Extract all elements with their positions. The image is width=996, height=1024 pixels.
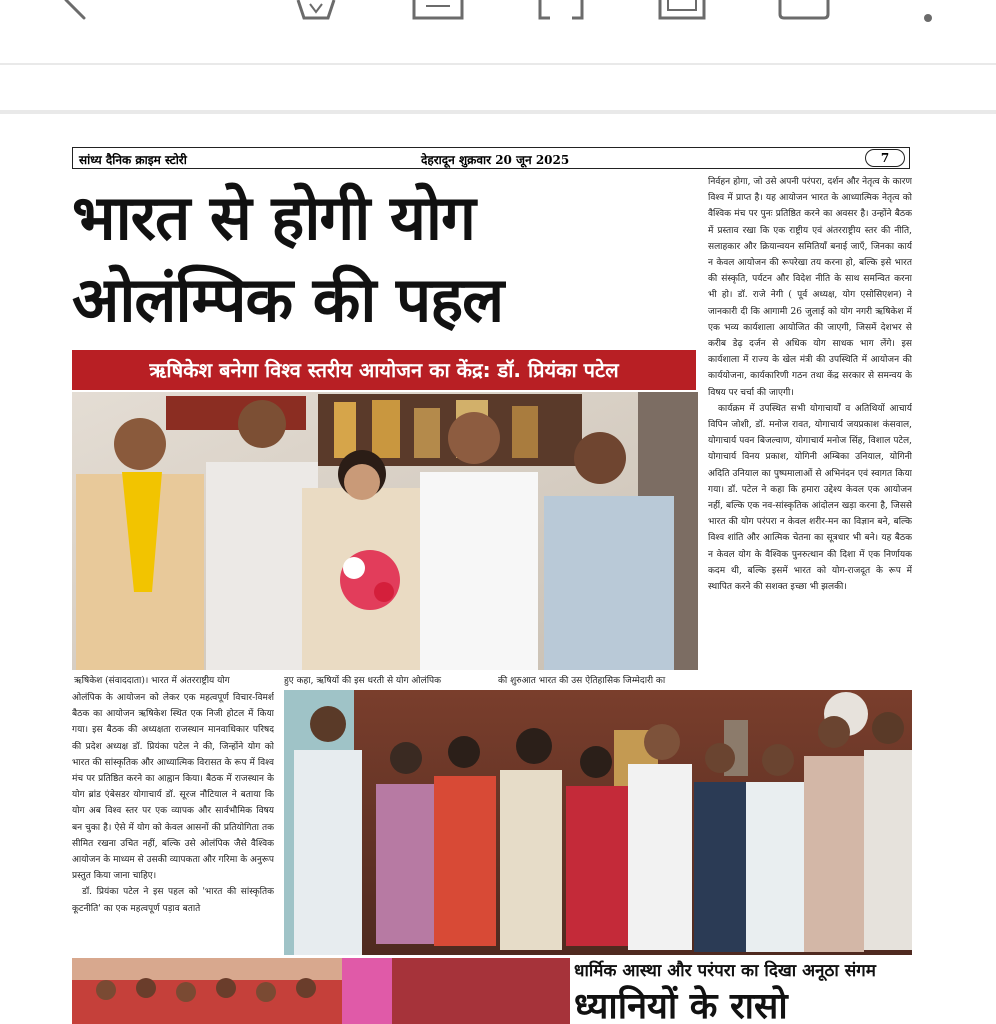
headline-line-1: भारत से होगी योग [72,181,475,254]
left-column-para-1: ओलंपिक के आयोजन को लेकर एक महत्वपूर्ण विचार-विमर्श बैठक का आयोजन ऋषिकेश स्थित एक निजी होटल में किया गया। इस बैठक की अध्यक्षता राजस्थान मानवाधिकार परिषद की प्रदेश अध्यक्ष डॉ. प्रियंका पटेल ने की, जिन्होंने योग को भारत की सांस्कृतिक और आध्यात्मिक विरासत के रूप में विश्व मंच पर प्रतिष्ठित करने का आह्वान किया। बैठक में राजस्थान के योग ब्रांड एंबेसडर योगाचार्य डॉ. सूरज नौटियाल ने बताया कि योग अब विश्व स्तर पर एक व्यापक और सार्वभौमिक विषय बन चुका है। ऐसे में योग को केवल आसनों की प्रतियोगिता तक सीमित रखना उचित नहीं, बल्कि उसे ओलंपिक जैसे वैश्विक आयोजन के माध्यम से उसकी व्यापकता और गरिमा के अनुरूप प्रस्तुत किया जाना चाहिए। [72,693,274,882]
masthead-dateline: देहरादून शुक्रवार 20 जून 2025 [421,153,570,167]
left-column-para-2: डॉ. प्रियंका पटेल ने इस पहल को 'भारत की सांस्कृतिक कूटनीति' का एक महत्वपूर्ण पड़ाव बताते [72,887,274,914]
page-number: 7 [865,149,905,167]
caption-strip-1: ऋषिकेश (संवाददाता)। भारत में अंतरराष्ट्रीय योग [74,676,230,686]
photo-group-bouquet [72,392,698,670]
fullscreen-icon[interactable] [536,0,586,22]
crop-icon[interactable] [776,0,832,22]
masthead-name: सांध्य दैनिक क्राइम स्टोरी [79,153,187,167]
copy-icon[interactable] [656,0,708,22]
more-icon[interactable] [918,8,938,28]
photo-bottom-crowd [72,958,570,1024]
viewer-toolbar [0,0,996,62]
back-arrow-icon[interactable] [58,0,90,22]
photo-group-garlands [284,690,912,955]
caption-strip-2: हुए कहा, ऋषियों की इस धरती से योग ओलंपिक [284,676,442,686]
text-box-icon[interactable] [410,0,466,22]
bookmark-star-icon[interactable] [292,0,340,22]
subheadline-bar: ऋषिकेश बनेगा विश्व स्तरीय आयोजन का केंद्र: डॉ. प्रियंका पटेल [72,350,696,390]
masthead [72,147,910,169]
right-column-para-2: कार्यक्रम में उपस्थित सभी योगाचार्यों व अतिथियों आचार्य विपिन जोशी, डॉ. मनोज रावत, योगाचार्य जयप्रकाश कंसवाल, योगाचार्य पवन बिजल्वाण, योगाचार्य मनोज सिंह, विशाल पटेल, योगाचार्य विनय प्रकाश, योगिनी अम्बिका उनियाल, योगिनी अदिति उनियाल का पुष्पमालाओं से अभिनंदन एवं स्वागत किया गया। डॉ. पटेल ने कहा कि हमारा उद्देश्य केवल एक आयोजन नहीं, बल्कि एक नव-सांस्कृतिक आंदोलन खड़ा करना है, जिससे भारत की योग परंपरा न केवल शरीर-मन का विज्ञान बने, बल्कि विश्व शांति और आत्मिक चेतना का सूत्रधार भी बने। यह बैठक न केवल योग के वैश्विक पुनरुत्थान की दिशा में एक निर्णायक कदम थी, बल्कि इसमें भारत को योग-राजदूत के रूप में स्थापित करने की सशक्त इच्छा भी झलकी। [708,403,912,593]
bottom-headline: ध्यानियों के रासो [574,985,788,1024]
toolbar-divider [0,63,996,65]
content-divider [0,110,996,114]
newspaper-page [62,140,920,1024]
left-column-text [72,690,274,956]
caption-strip-3: की शुरुआत भारत की उस ऐतिहासिक जिम्मेदारी का [498,676,666,686]
right-column-para-1: निर्वहन होगा, जो उसे अपनी परंपरा, दर्शन और नेतृत्व के कारण विश्व में प्राप्त है। यह आयोजन भारत के आध्यात्मिक नेतृत्व को वैश्विक मंच पर पुनः प्रतिष्ठित करने का अवसर है। उन्होंने बैठक में प्रस्ताव रखा कि एक राष्ट्रीय एवं अंतरराष्ट्रीय स्तर की नीति, सलाहकार और क्रियान्वयन समितियाँ बनाई जाएँ, जिनका कार्य न केवल आयोजन की रूपरेखा तय करना हो, बल्कि इसे भारत की संस्कृति, पर्यटन और विदेश नीति के साथ समन्वित करना भी हो। डॉ. राजे नेगी ( पूर्व अध्यक्ष, योग एसोसिएशन) ने जानकारी दी कि आगामी 26 जुलाई को योग नगरी ऋषिकेश में एक भव्य कार्यशाला आयोजित की जाएगी, जिसमें देशभर से करीब डेढ़ दर्जन से अधिक योग साधक भाग लेंगे। इस कार्यशाला में राज्य के खेल मंत्री की उपस्थिति में आयोजन की कार्ययोजना, कार्यकारिणी गठन तथा केंद्र सरकार से समन्वय के विषय पर चर्चा की जाएगी। [708,177,912,398]
bottom-subhead: धार्मिक आस्था और परंपरा का दिखा अनूठा संगम [574,961,876,981]
right-column-text [708,174,912,699]
headline-line-2: ओलंम्पिक की पहल [72,263,504,336]
